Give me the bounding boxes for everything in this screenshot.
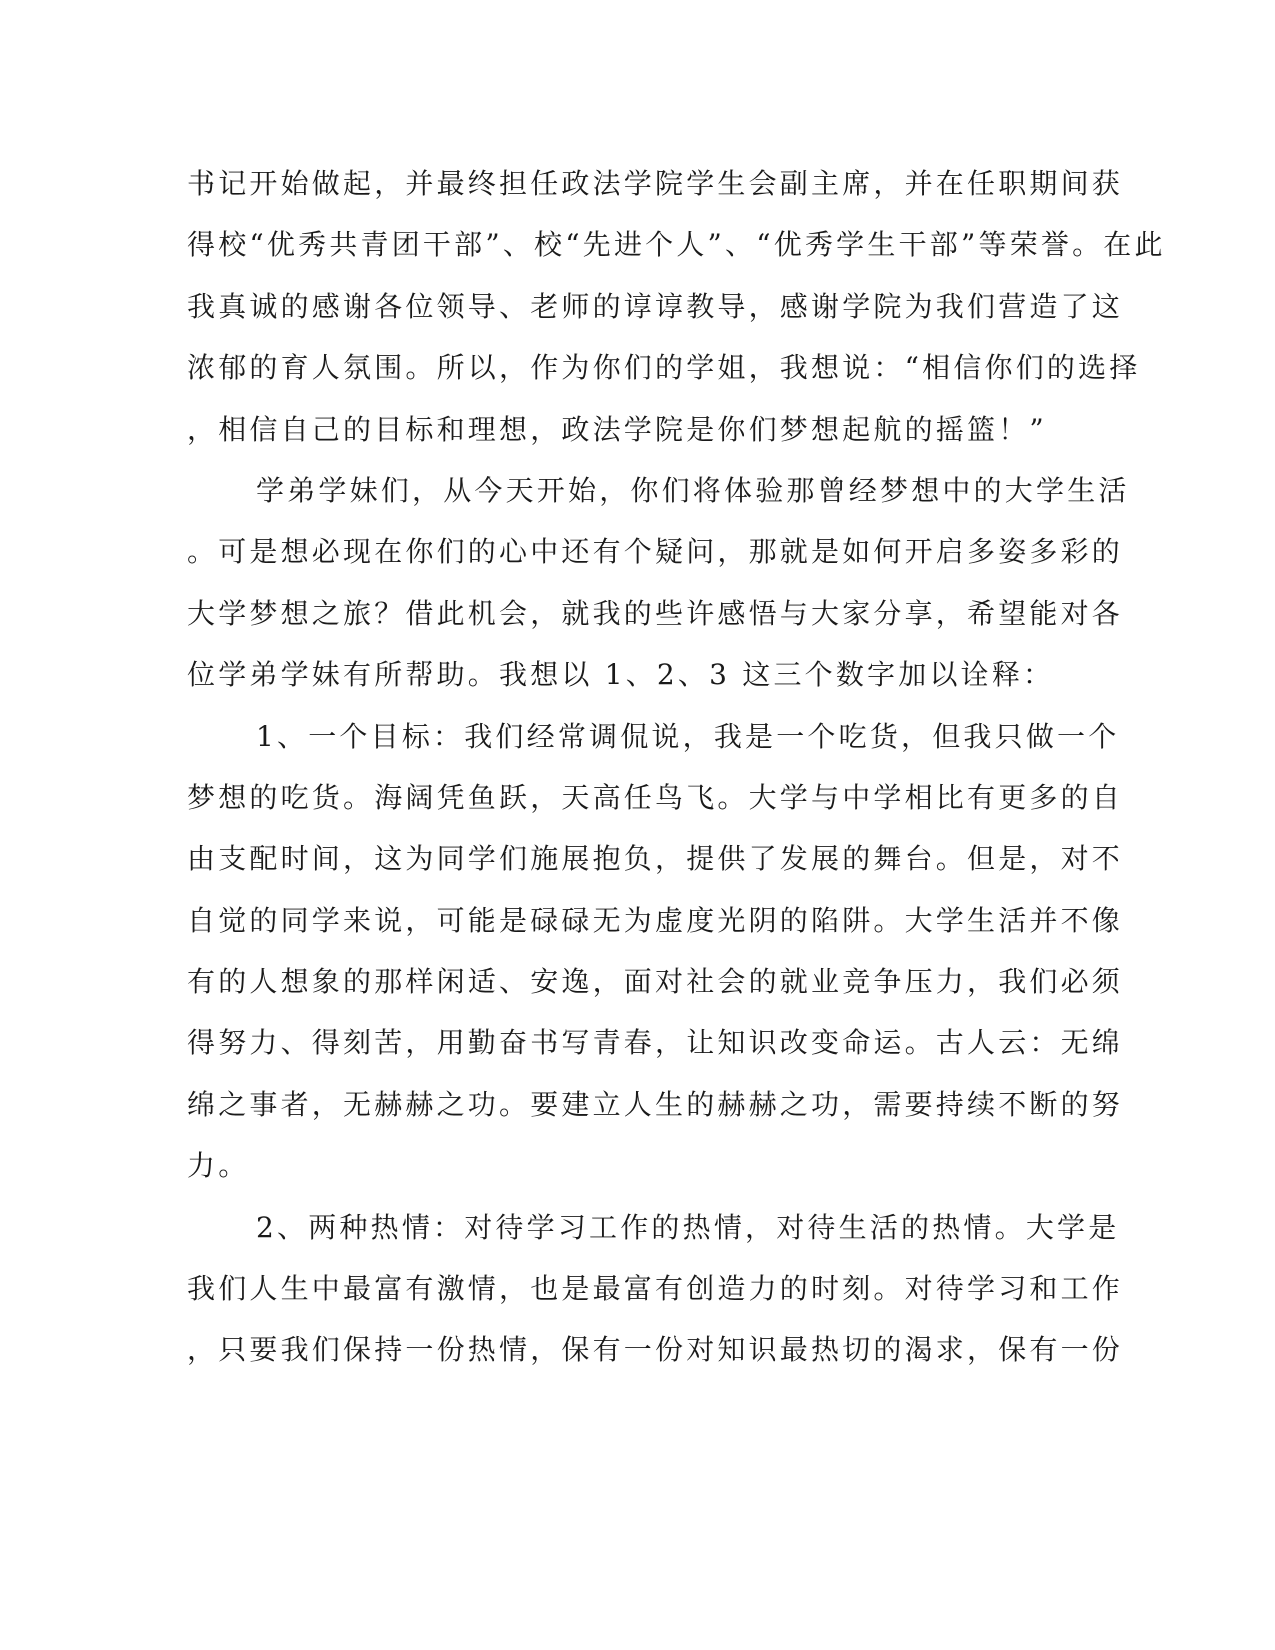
text-line: ，只要我们保持一份热情，保有一份对知识最热切的渴求，保有一份	[187, 1333, 1124, 1367]
text-line: 我们人生中最富有激情，也是最富有创造力的时刻。对待学习和工作	[187, 1272, 1124, 1306]
text-line: 得努力、得刻苦，用勤奋书写青春，让知识改变命运。古人云：无绵	[187, 1026, 1124, 1060]
text-line: ，相信自己的目标和理想，政法学院是你们梦想起航的摇篮！”	[187, 412, 1047, 446]
document-body	[187, 153, 1166, 1381]
text-line: 力。	[187, 1149, 250, 1183]
text-line-paragraph-start: 学弟学妹们，从今天开始，你们将体验那曾经梦想中的大学生活	[256, 473, 1130, 507]
text-line: 自觉的同学来说，可能是碌碌无为虚度光阴的陷阱。大学生活并不像	[187, 903, 1124, 937]
text-line-paragraph-start: 2、两种热情：对待学习工作的热情，对待生活的热情。大学是	[256, 1210, 1120, 1244]
text-line: 大学梦想之旅？借此机会，就我的些许感悟与大家分享，希望能对各	[187, 596, 1124, 630]
text-line: 书记开始做起，并最终担任政法学院学生会副主席，并在任职期间获	[187, 167, 1124, 200]
text-line: 我真诚的感谢各位领导、老师的谆谆教导，感谢学院为我们营造了这	[187, 289, 1124, 323]
text-line: 。可是想必现在你们的心中还有个疑问，那就是如何开启多姿多彩的	[187, 535, 1124, 569]
text-line: 由支配时间，这为同学们施展抱负，提供了发展的舞台。但是，对不	[187, 842, 1124, 876]
text-line: 绵之事者，无赫赫之功。要建立人生的赫赫之功，需要持续不断的努	[187, 1087, 1124, 1121]
text-line: 浓郁的育人氛围。所以，作为你们的学姐，我想说：“相信你们的选择	[187, 351, 1141, 385]
text-line: 梦想的吃货。海阔凭鱼跃，天高任鸟飞。大学与中学相比有更多的自	[187, 780, 1124, 814]
text-line-paragraph-start: 1、一个目标：我们经常调侃说，我是一个吃货，但我只做一个	[256, 719, 1120, 753]
text-line: 位学弟学妹有所帮助。我想以 1、2、3 这三个数字加以诠释：	[187, 658, 1055, 692]
text-line: 有的人想象的那样闲适、安逸，面对社会的就业竞争压力，我们必须	[187, 965, 1124, 999]
text-line: 得校“优秀共青团干部”、校“先进个人”、“优秀学生干部”等荣誉。在此	[187, 228, 1166, 262]
